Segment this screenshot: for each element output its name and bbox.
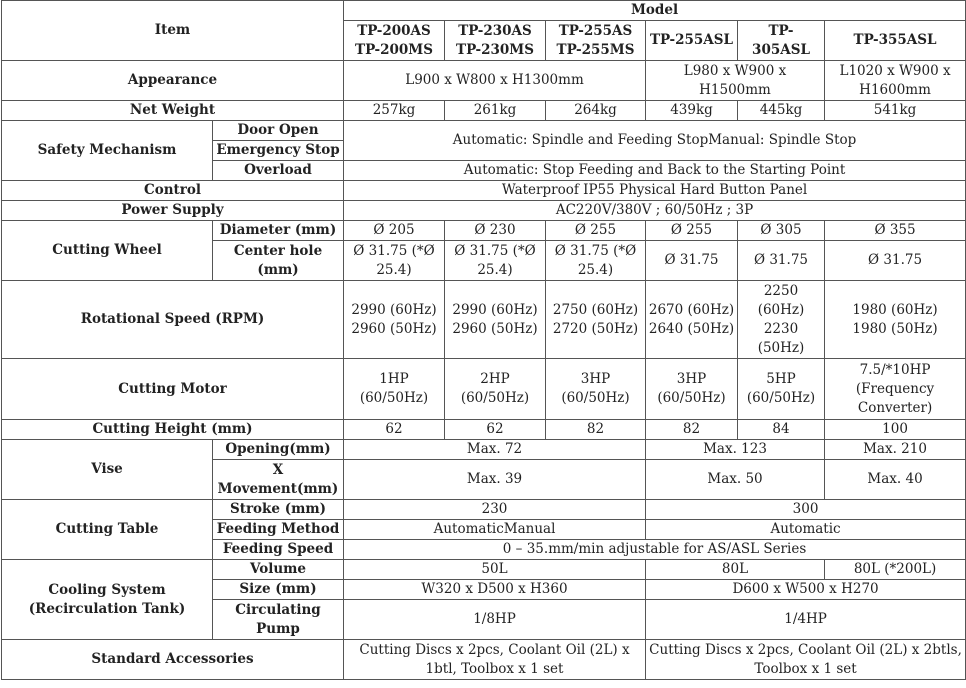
cutting-height-value: 82 xyxy=(646,420,738,440)
center-hole-value: Ø 31.75 (*Ø 25.4) xyxy=(546,241,646,281)
feeding-method-value: AutomaticManual xyxy=(344,520,646,540)
control-value: Waterproof IP55 Physical Hard Button Panel xyxy=(344,181,966,201)
motor-value: 1HP (60/50Hz) xyxy=(344,359,445,420)
net-weight-value: 439kg xyxy=(646,101,738,121)
rpm-value: 1980 (60Hz) 1980 (50Hz) xyxy=(825,281,966,359)
safety-door-value: Automatic: Spindle and Feeding StopManual: Spindle Stop xyxy=(344,121,966,161)
center-hole-value: Ø 31.75 xyxy=(646,241,738,281)
x-movement-label: X Movement(mm) xyxy=(213,460,344,500)
model-header: Model xyxy=(344,1,966,21)
size-value: W320 x D500 x H360 xyxy=(344,580,646,600)
diameter-value: Ø 355 xyxy=(825,221,966,241)
motor-value: 3HP (60/50Hz) xyxy=(546,359,646,420)
center-hole-value: Ø 31.75 xyxy=(825,241,966,281)
vise-label: Vise xyxy=(2,440,213,500)
net-weight-label: Net Weight xyxy=(2,101,344,121)
emergency-stop-label: Emergency Stop xyxy=(213,141,344,161)
motor-value: 7.5/*10HP (Frequency Converter) xyxy=(825,359,966,420)
overload-value: Automatic: Stop Feeding and Back to the Starting Point xyxy=(344,161,966,181)
center-hole-label: Center hole (mm) xyxy=(213,241,344,281)
feeding-speed-value: 0 – 35.mm/min adjustable for AS/ASL Series xyxy=(344,540,966,560)
opening-value: Max. 123 xyxy=(646,440,825,460)
cutting-height-value: 100 xyxy=(825,420,966,440)
cutting-wheel-label: Cutting Wheel xyxy=(2,221,213,281)
control-label: Control xyxy=(2,181,344,201)
item-header: Item xyxy=(2,1,344,61)
model-tp-255asl: TP-255ASL xyxy=(646,21,738,61)
volume-value: 80L xyxy=(646,560,825,580)
door-open-label: Door Open xyxy=(213,121,344,141)
rpm-value: 2990 (60Hz) 2960 (50Hz) xyxy=(344,281,445,359)
diameter-label: Diameter (mm) xyxy=(213,221,344,241)
stroke-label: Stroke (mm) xyxy=(213,500,344,520)
cutting-height-value: 62 xyxy=(344,420,445,440)
x-movement-value: Max. 40 xyxy=(825,460,966,500)
model-tp-305asl: TP-305ASL xyxy=(738,21,825,61)
safety-label: Safety Mechanism xyxy=(2,121,213,181)
pump-value: 1/8HP xyxy=(344,600,646,640)
feeding-speed-label: Feeding Speed xyxy=(213,540,344,560)
cutting-table-label: Cutting Table xyxy=(2,500,213,560)
rpm-value: 2990 (60Hz) 2960 (50Hz) xyxy=(445,281,546,359)
pump-value: 1/4HP xyxy=(646,600,966,640)
appearance-label: Appearance xyxy=(2,61,344,101)
x-movement-value: Max. 50 xyxy=(646,460,825,500)
cutting-height-value: 82 xyxy=(546,420,646,440)
center-hole-value: Ø 31.75 (*Ø 25.4) xyxy=(445,241,546,281)
x-movement-value: Max. 39 xyxy=(344,460,646,500)
overload-label: Overload xyxy=(213,161,344,181)
motor-label: Cutting Motor xyxy=(2,359,344,420)
power-value: AC220V/380V ; 60/50Hz ; 3P xyxy=(344,201,966,221)
feeding-method-label: Feeding Method xyxy=(213,520,344,540)
rpm-value: 2750 (60Hz) 2720 (50Hz) xyxy=(546,281,646,359)
model-tp-230: TP-230AS TP-230MS xyxy=(445,21,546,61)
size-label: Size (mm) xyxy=(213,580,344,600)
cutting-height-value: 62 xyxy=(445,420,546,440)
diameter-value: Ø 255 xyxy=(546,221,646,241)
accessories-value: Cutting Discs x 2pcs, Coolant Oil (2L) x 2btls, Toolbox x 1 set xyxy=(646,640,966,680)
net-weight-value: 541kg xyxy=(825,101,966,121)
cutting-height-label: Cutting Height (mm) xyxy=(2,420,344,440)
appearance-large: L1020 x W900 x H1600mm xyxy=(825,61,966,101)
diameter-value: Ø 305 xyxy=(738,221,825,241)
cutting-height-value: 84 xyxy=(738,420,825,440)
rpm-value: 2670 (60Hz) 2640 (50Hz) xyxy=(646,281,738,359)
appearance-medium: L980 x W900 x H1500mm xyxy=(646,61,825,101)
opening-label: Opening(mm) xyxy=(213,440,344,460)
diameter-value: Ø 230 xyxy=(445,221,546,241)
opening-value: Max. 72 xyxy=(344,440,646,460)
stroke-value: 230 xyxy=(344,500,646,520)
cooling-label: Cooling System (Recirculation Tank) xyxy=(2,560,213,640)
stroke-value: 300 xyxy=(646,500,966,520)
motor-value: 5HP (60/50Hz) xyxy=(738,359,825,420)
pump-label: Circulating Pump xyxy=(213,600,344,640)
motor-value: 3HP (60/50Hz) xyxy=(646,359,738,420)
rpm-value: 2250 (60Hz) 2230 (50Hz) xyxy=(738,281,825,359)
rpm-label: Rotational Speed (RPM) xyxy=(2,281,344,359)
center-hole-value: Ø 31.75 (*Ø 25.4) xyxy=(344,241,445,281)
feeding-method-value: Automatic xyxy=(646,520,966,540)
diameter-value: Ø 255 xyxy=(646,221,738,241)
net-weight-value: 445kg xyxy=(738,101,825,121)
motor-value: 2HP (60/50Hz) xyxy=(445,359,546,420)
volume-value: 50L xyxy=(344,560,646,580)
model-tp-255: TP-255AS TP-255MS xyxy=(546,21,646,61)
net-weight-value: 261kg xyxy=(445,101,546,121)
power-label: Power Supply xyxy=(2,201,344,221)
model-tp-355asl: TP-355ASL xyxy=(825,21,966,61)
spec-table xyxy=(1,0,966,680)
net-weight-value: 264kg xyxy=(546,101,646,121)
accessories-label: Standard Accessories xyxy=(2,640,344,680)
net-weight-value: 257kg xyxy=(344,101,445,121)
model-tp-200: TP-200AS TP-200MS xyxy=(344,21,445,61)
diameter-value: Ø 205 xyxy=(344,221,445,241)
volume-label: Volume xyxy=(213,560,344,580)
volume-value: 80L (*200L) xyxy=(825,560,966,580)
opening-value: Max. 210 xyxy=(825,440,966,460)
appearance-small: L900 x W800 x H1300mm xyxy=(344,61,646,101)
size-value: D600 x W500 x H270 xyxy=(646,580,966,600)
center-hole-value: Ø 31.75 xyxy=(738,241,825,281)
accessories-value: Cutting Discs x 2pcs, Coolant Oil (2L) x 1btl, Toolbox x 1 set xyxy=(344,640,646,680)
